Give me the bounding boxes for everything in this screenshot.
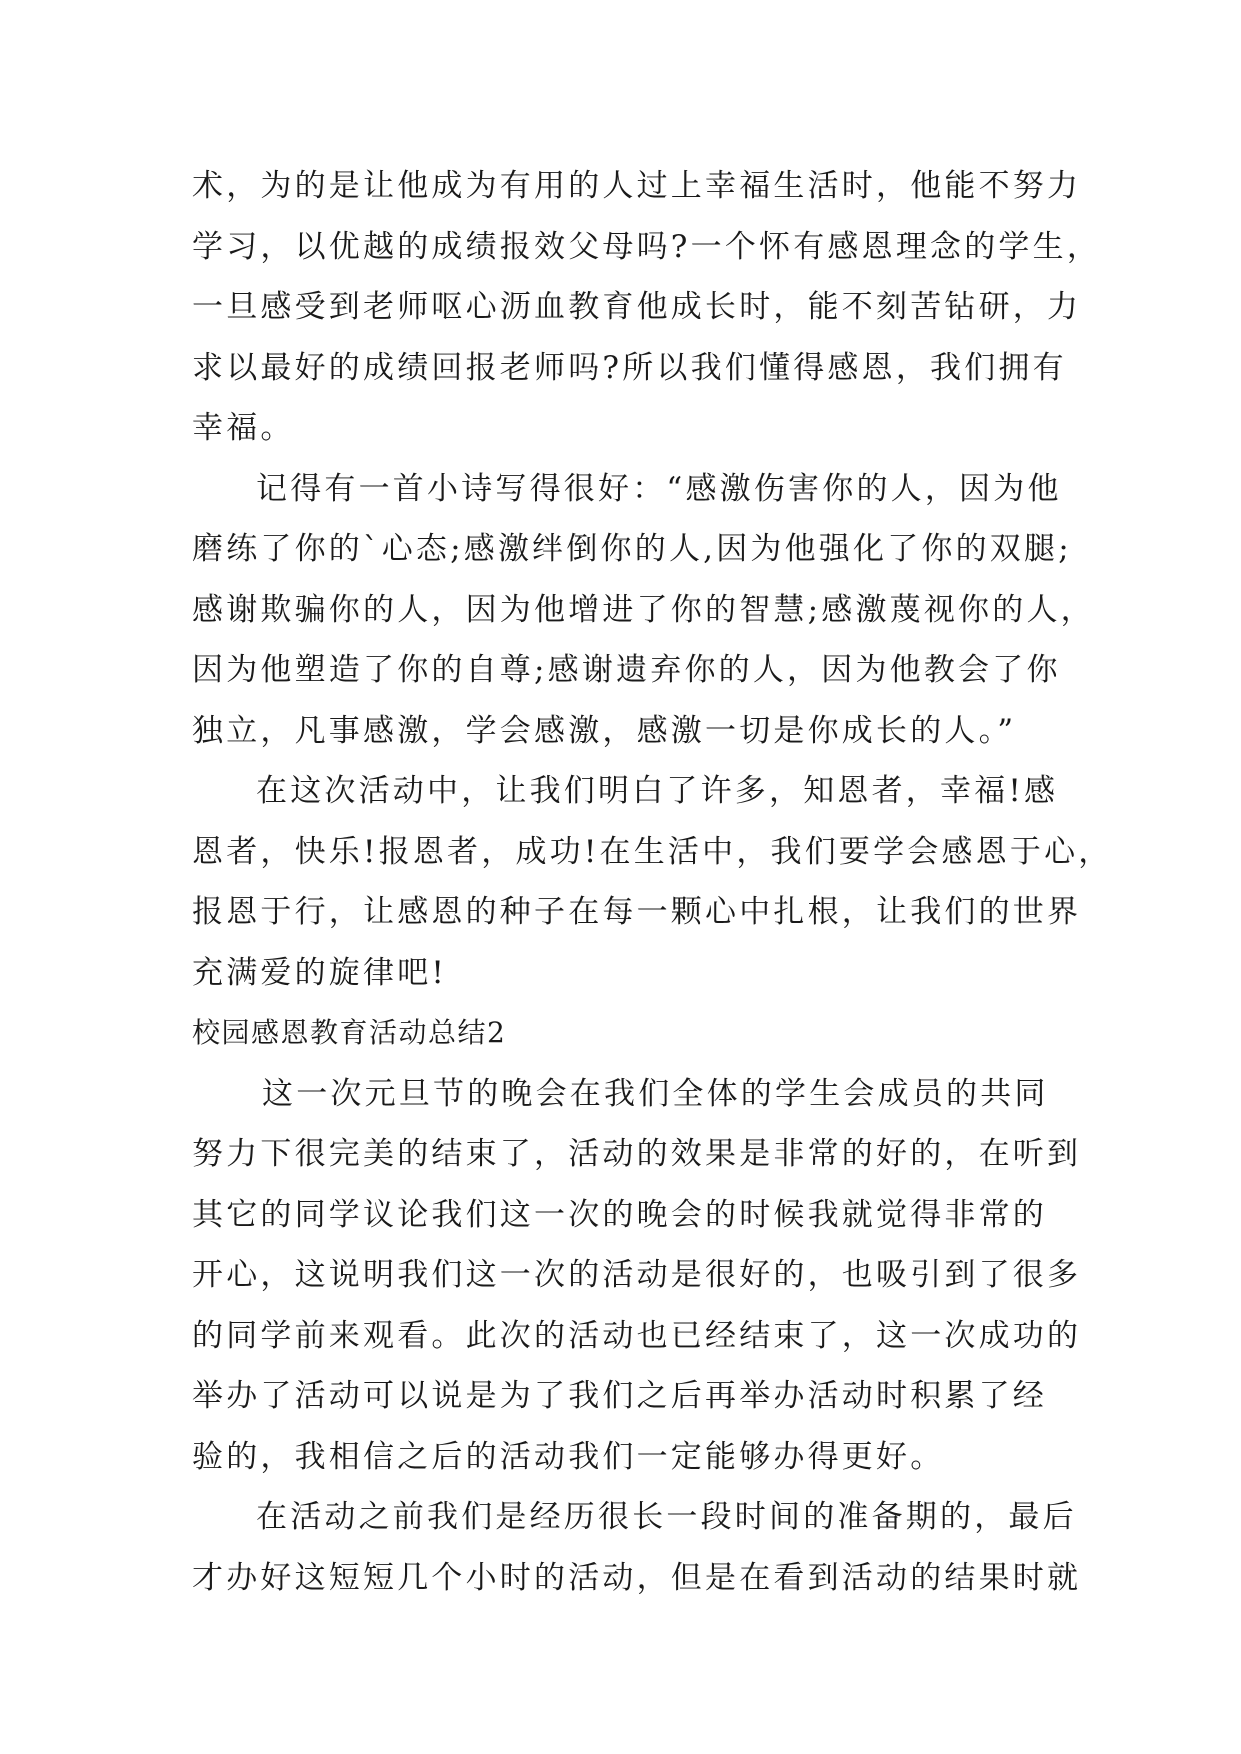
document-body (192, 156, 1113, 1608)
text-line: 记得有一首小诗写得很好：“感激伤害你的人，因为他 (256, 470, 1062, 507)
section-heading: 校园感恩教育活动总结2 (192, 1016, 507, 1049)
text-line: 这一次元旦节的晚会在我们全体的学生会成员的共同 (262, 1075, 1049, 1112)
text-line: 学习，以优越的成绩报效父母吗?一个怀有感恩理念的学生， (192, 228, 1102, 265)
text-line: 在这次活动中，让我们明白了许多，知恩者，幸福!感 (256, 773, 1059, 809)
text-line: 的同学前来观看。此次的活动也已经结束了，这一次成功的 (192, 1317, 1082, 1354)
text-line: 独立，凡事感激，学会感激，感激一切是你成长的人。” (192, 712, 1017, 749)
text-line: 磨练了你的`心态;感激绊倒你的人,因为他强化了你的双腿; (192, 531, 1072, 567)
text-line: 充满爱的旋律吧! (192, 954, 448, 991)
text-line: 才办好这短短几个小时的活动，但是在看到活动的结果时就 (192, 1559, 1082, 1596)
text-line: 术，为的是让他成为有用的人过上幸福生活时，他能不努力 (192, 168, 1082, 204)
text-line: 在活动之前我们是经历很长一段时间的准备期的，最后 (256, 1499, 1077, 1535)
text-line: 报恩于行，让感恩的种子在每一颗心中扎根，让我们的世界 (192, 894, 1082, 930)
text-line: 幸福。 (192, 410, 295, 446)
text-line: 因为他塑造了你的自尊;感谢遗弃你的人，因为他教会了你 (192, 652, 1061, 688)
text-line: 恩者，快乐!报恩者，成功!在生活中，我们要学会感恩于心， (192, 833, 1113, 870)
text-line: 举办了活动可以说是为了我们之后再举办活动时积累了经 (192, 1378, 1047, 1414)
text-line: 一旦感受到老师呕心沥血教育他成长时，能不刻苦钻研，力 (192, 289, 1082, 325)
text-line: 其它的同学议论我们这一次的晚会的时候我就觉得非常的 (192, 1196, 1047, 1233)
text-line: 感谢欺骗你的人，因为他增进了你的智慧;感激蔑视你的人， (192, 591, 1095, 628)
text-line: 求以最好的成绩回报老师吗?所以我们懂得感恩，我们拥有 (192, 349, 1067, 386)
text-line: 努力下很完美的结束了，活动的效果是非常的好的，在听到 (192, 1136, 1082, 1172)
text-line: 验的，我相信之后的活动我们一定能够办得更好。 (192, 1438, 945, 1475)
text-line: 开心，这说明我们这一次的活动是很好的，也吸引到了很多 (192, 1257, 1082, 1293)
